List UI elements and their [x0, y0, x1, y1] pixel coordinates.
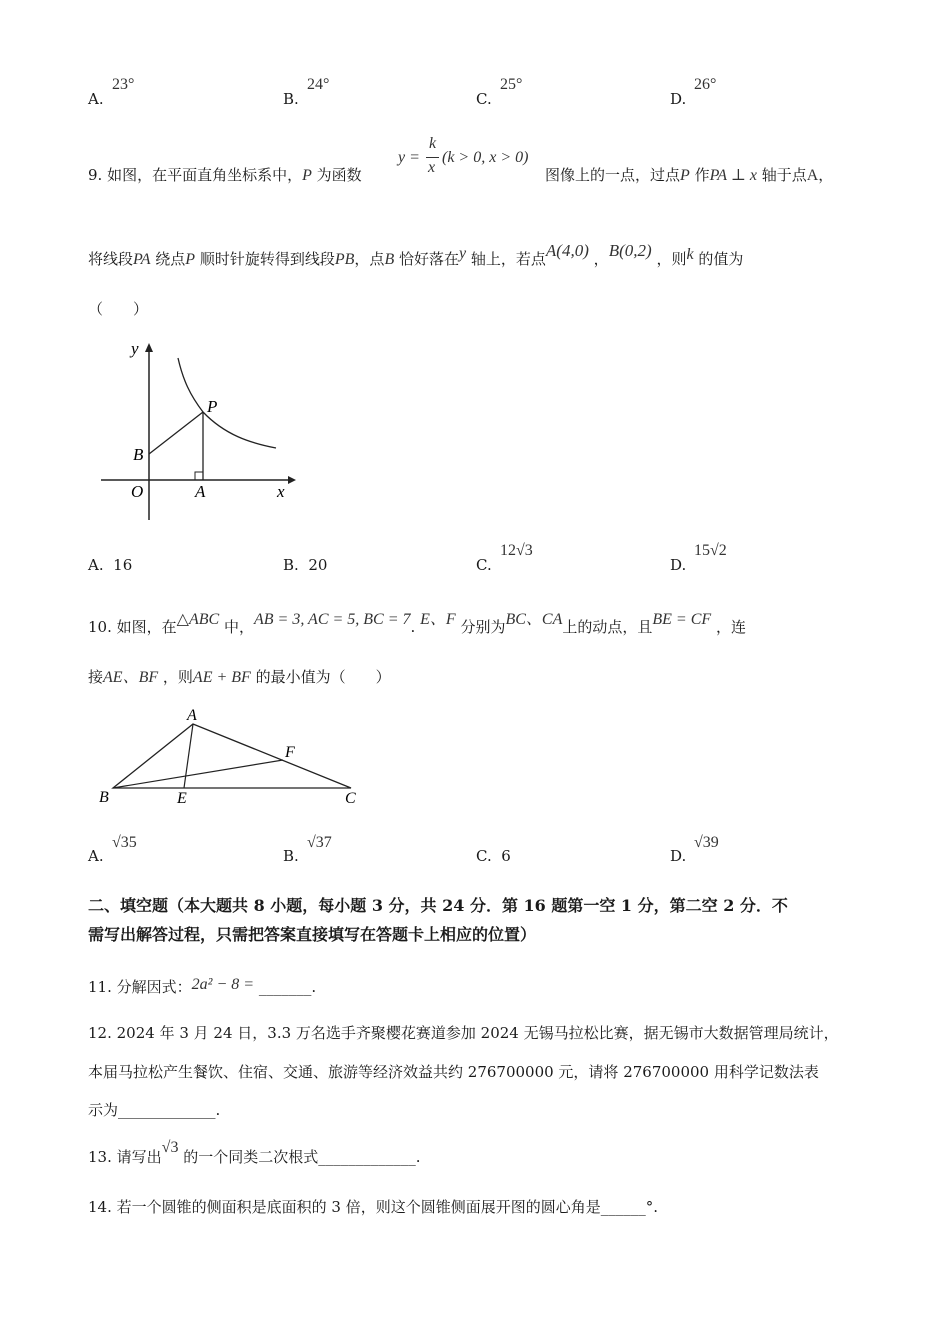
q10-text: 的最小值为（ ）	[255, 668, 391, 686]
segment-bf-line	[113, 760, 283, 788]
q10-text: 上的动点，且	[562, 618, 653, 636]
point-p: P	[680, 167, 690, 184]
label-b: B	[133, 445, 144, 464]
sum-expr: AE + BF	[192, 669, 251, 686]
q9-text: 轴于点	[761, 166, 807, 184]
label-o: O	[131, 482, 144, 501]
q9-text: 作	[694, 166, 710, 184]
point-a-coords: A(4,0)	[545, 241, 589, 260]
q9-text: 如图，在平面直角坐标系中，	[107, 166, 303, 184]
label-y: y	[131, 339, 139, 358]
q10-figure	[95, 702, 365, 807]
q9-text: 的值为	[698, 250, 744, 268]
question-number: 10.	[88, 618, 112, 636]
q8-option-c-letter: C.	[476, 90, 492, 108]
q9-text: 恰好落在	[399, 250, 460, 268]
perp-expr: PA ⊥ x	[709, 167, 757, 184]
q9-text: 图像上的一点，过点	[545, 166, 681, 184]
label-f: F	[285, 744, 295, 761]
point-p: P	[302, 167, 312, 184]
point-a: A	[806, 167, 819, 184]
q8-option-c-value: 25°	[500, 76, 523, 93]
q8-option-a-letter: A.	[88, 90, 104, 108]
sides-bc-ca: BC、CA	[505, 611, 563, 628]
hyperbola-curve	[178, 358, 276, 448]
q13-text: 的一个同类二次根式_____________.	[183, 1148, 421, 1166]
point-b-coords: B(0,2)	[608, 241, 652, 260]
q9-figure	[95, 330, 305, 530]
q10-option-a-letter: A.	[88, 847, 104, 865]
segment-ae-line	[184, 724, 193, 788]
q10-option-c: C. 6	[476, 847, 511, 865]
q10-text: 中，	[223, 618, 254, 636]
segments-ae-bf: AE、BF	[103, 669, 159, 686]
q9-line2	[88, 241, 744, 269]
q13	[88, 1139, 421, 1167]
label-b: B	[99, 789, 109, 806]
q12-text: 2024 年 3 月 24 日，3.3 万名选手齐聚樱花赛道参加 2024 无锡马拉松比赛，据无锡市大数据管理局统计，	[116, 1024, 839, 1042]
q12-line2: 本届马拉松产生餐饮、住宿、交通、旅游等经济效益共约 276700000 元，请将 276700000 用科学记数法表	[88, 1063, 819, 1081]
variable-k: k	[686, 246, 694, 263]
section-2-heading-line2: 需写出解答过程，只需把答案直接填写在答题卡上相应的位置）	[88, 925, 537, 944]
q14-text: 若一个圆锥的侧面积是底面积的 3 倍，则这个圆锥侧面展开图的圆心角是______°.	[116, 1198, 658, 1216]
question-number: 14.	[88, 1198, 112, 1216]
q9-text: 为函数	[316, 166, 362, 184]
q10-option-b-letter: B.	[283, 847, 299, 865]
question-number: 13.	[88, 1148, 112, 1166]
label-a: A	[187, 707, 197, 724]
q14	[88, 1196, 658, 1217]
triangle-abc-shape	[113, 724, 351, 788]
q10-text: 分别为	[460, 618, 506, 636]
question-number: 11.	[88, 978, 112, 996]
q10-option-d-value: √39	[694, 834, 719, 851]
q8-option-d-letter: D.	[670, 90, 687, 108]
segment-pa: PA	[133, 251, 151, 268]
q9-text: ，点	[354, 250, 385, 268]
y-axis-arrow-icon	[145, 343, 153, 352]
q9-function-formula	[398, 135, 544, 185]
question-number: 12.	[88, 1024, 112, 1042]
formula-denominator: x	[428, 159, 436, 176]
q12-line3: 示为_____________.	[88, 1101, 221, 1119]
label-c: C	[345, 790, 356, 807]
q9-text: ，	[593, 250, 609, 268]
q8-option-b-letter: B.	[283, 90, 299, 108]
q8-option-a-value: 23°	[112, 76, 135, 93]
q9-text: 绕点	[155, 250, 186, 268]
point-b: B	[384, 251, 395, 268]
q12-line1	[88, 1022, 839, 1043]
side-lengths: AB = 3, AC = 5, BC = 7	[253, 611, 411, 628]
q10-text: ，则	[162, 668, 193, 686]
label-a: A	[195, 482, 206, 501]
label-x: x	[277, 482, 285, 501]
q9-text: ，则	[656, 250, 687, 268]
right-angle-mark	[195, 472, 203, 480]
q10-text: .	[410, 618, 416, 636]
q8-option-b-value: 24°	[307, 76, 330, 93]
q9-text: 顺时针旋转得到线段	[199, 250, 335, 268]
point-p: P	[185, 251, 196, 268]
q13-text: 请写出	[116, 1148, 162, 1166]
condition-be-cf: BE = CF	[652, 611, 712, 628]
q9-text: 轴上，若点	[470, 250, 546, 268]
q9-line1-cont	[545, 164, 833, 185]
q9-line1	[88, 164, 362, 185]
question-number: 9.	[88, 166, 103, 184]
q9-option-d-letter: D.	[670, 556, 687, 574]
segment-pb: PB	[334, 251, 355, 268]
q10-line1	[88, 611, 746, 637]
q9-option-c-value: 12√3	[500, 542, 533, 559]
q9-option-d-value: 15√2	[694, 542, 727, 559]
formula-lhs: y =	[398, 149, 420, 166]
label-e: E	[177, 790, 187, 807]
x-axis-arrow-icon	[288, 476, 296, 484]
q11	[88, 976, 316, 997]
expression: 2a² − 8 =	[191, 976, 255, 993]
q9-text: ，	[818, 166, 834, 184]
q10-line2	[88, 664, 391, 687]
triangle-abc: △ABC	[176, 611, 220, 628]
q9-option-a: A. 16	[88, 556, 133, 574]
q11-text: 分解因式：	[116, 978, 192, 996]
fraction-bar	[426, 157, 439, 158]
q10-text: ，连	[715, 618, 746, 636]
q10-option-b-value: √37	[307, 834, 332, 851]
q9-option-c-letter: C.	[476, 556, 492, 574]
formula-numerator: k	[429, 135, 437, 152]
answer-paren: （ ）	[88, 300, 149, 318]
axis-y: y	[459, 245, 467, 262]
formula-condition: (k > 0, x > 0)	[442, 149, 529, 166]
q8-option-d-value: 26°	[694, 76, 717, 93]
q10-text: 如图，在	[116, 618, 177, 636]
label-p: P	[207, 397, 218, 416]
sqrt-expr: √3	[161, 1139, 179, 1156]
q10-option-a-value: √35	[112, 834, 137, 851]
q9-text: 将线段	[88, 250, 134, 268]
q10-option-d-letter: D.	[670, 847, 687, 865]
q9-option-b: B. 20	[283, 556, 328, 574]
segment-pb-line	[149, 412, 203, 454]
q10-text: 接	[88, 668, 104, 686]
answer-blank: _______.	[258, 978, 317, 996]
points-ef: E、F	[420, 611, 456, 628]
section-2-heading-line1: 二、填空题（本大题共 8 小题，每小题 3 分，共 24 分．第 16 题第一空 1 分，第二空 2 分．不	[88, 896, 788, 915]
